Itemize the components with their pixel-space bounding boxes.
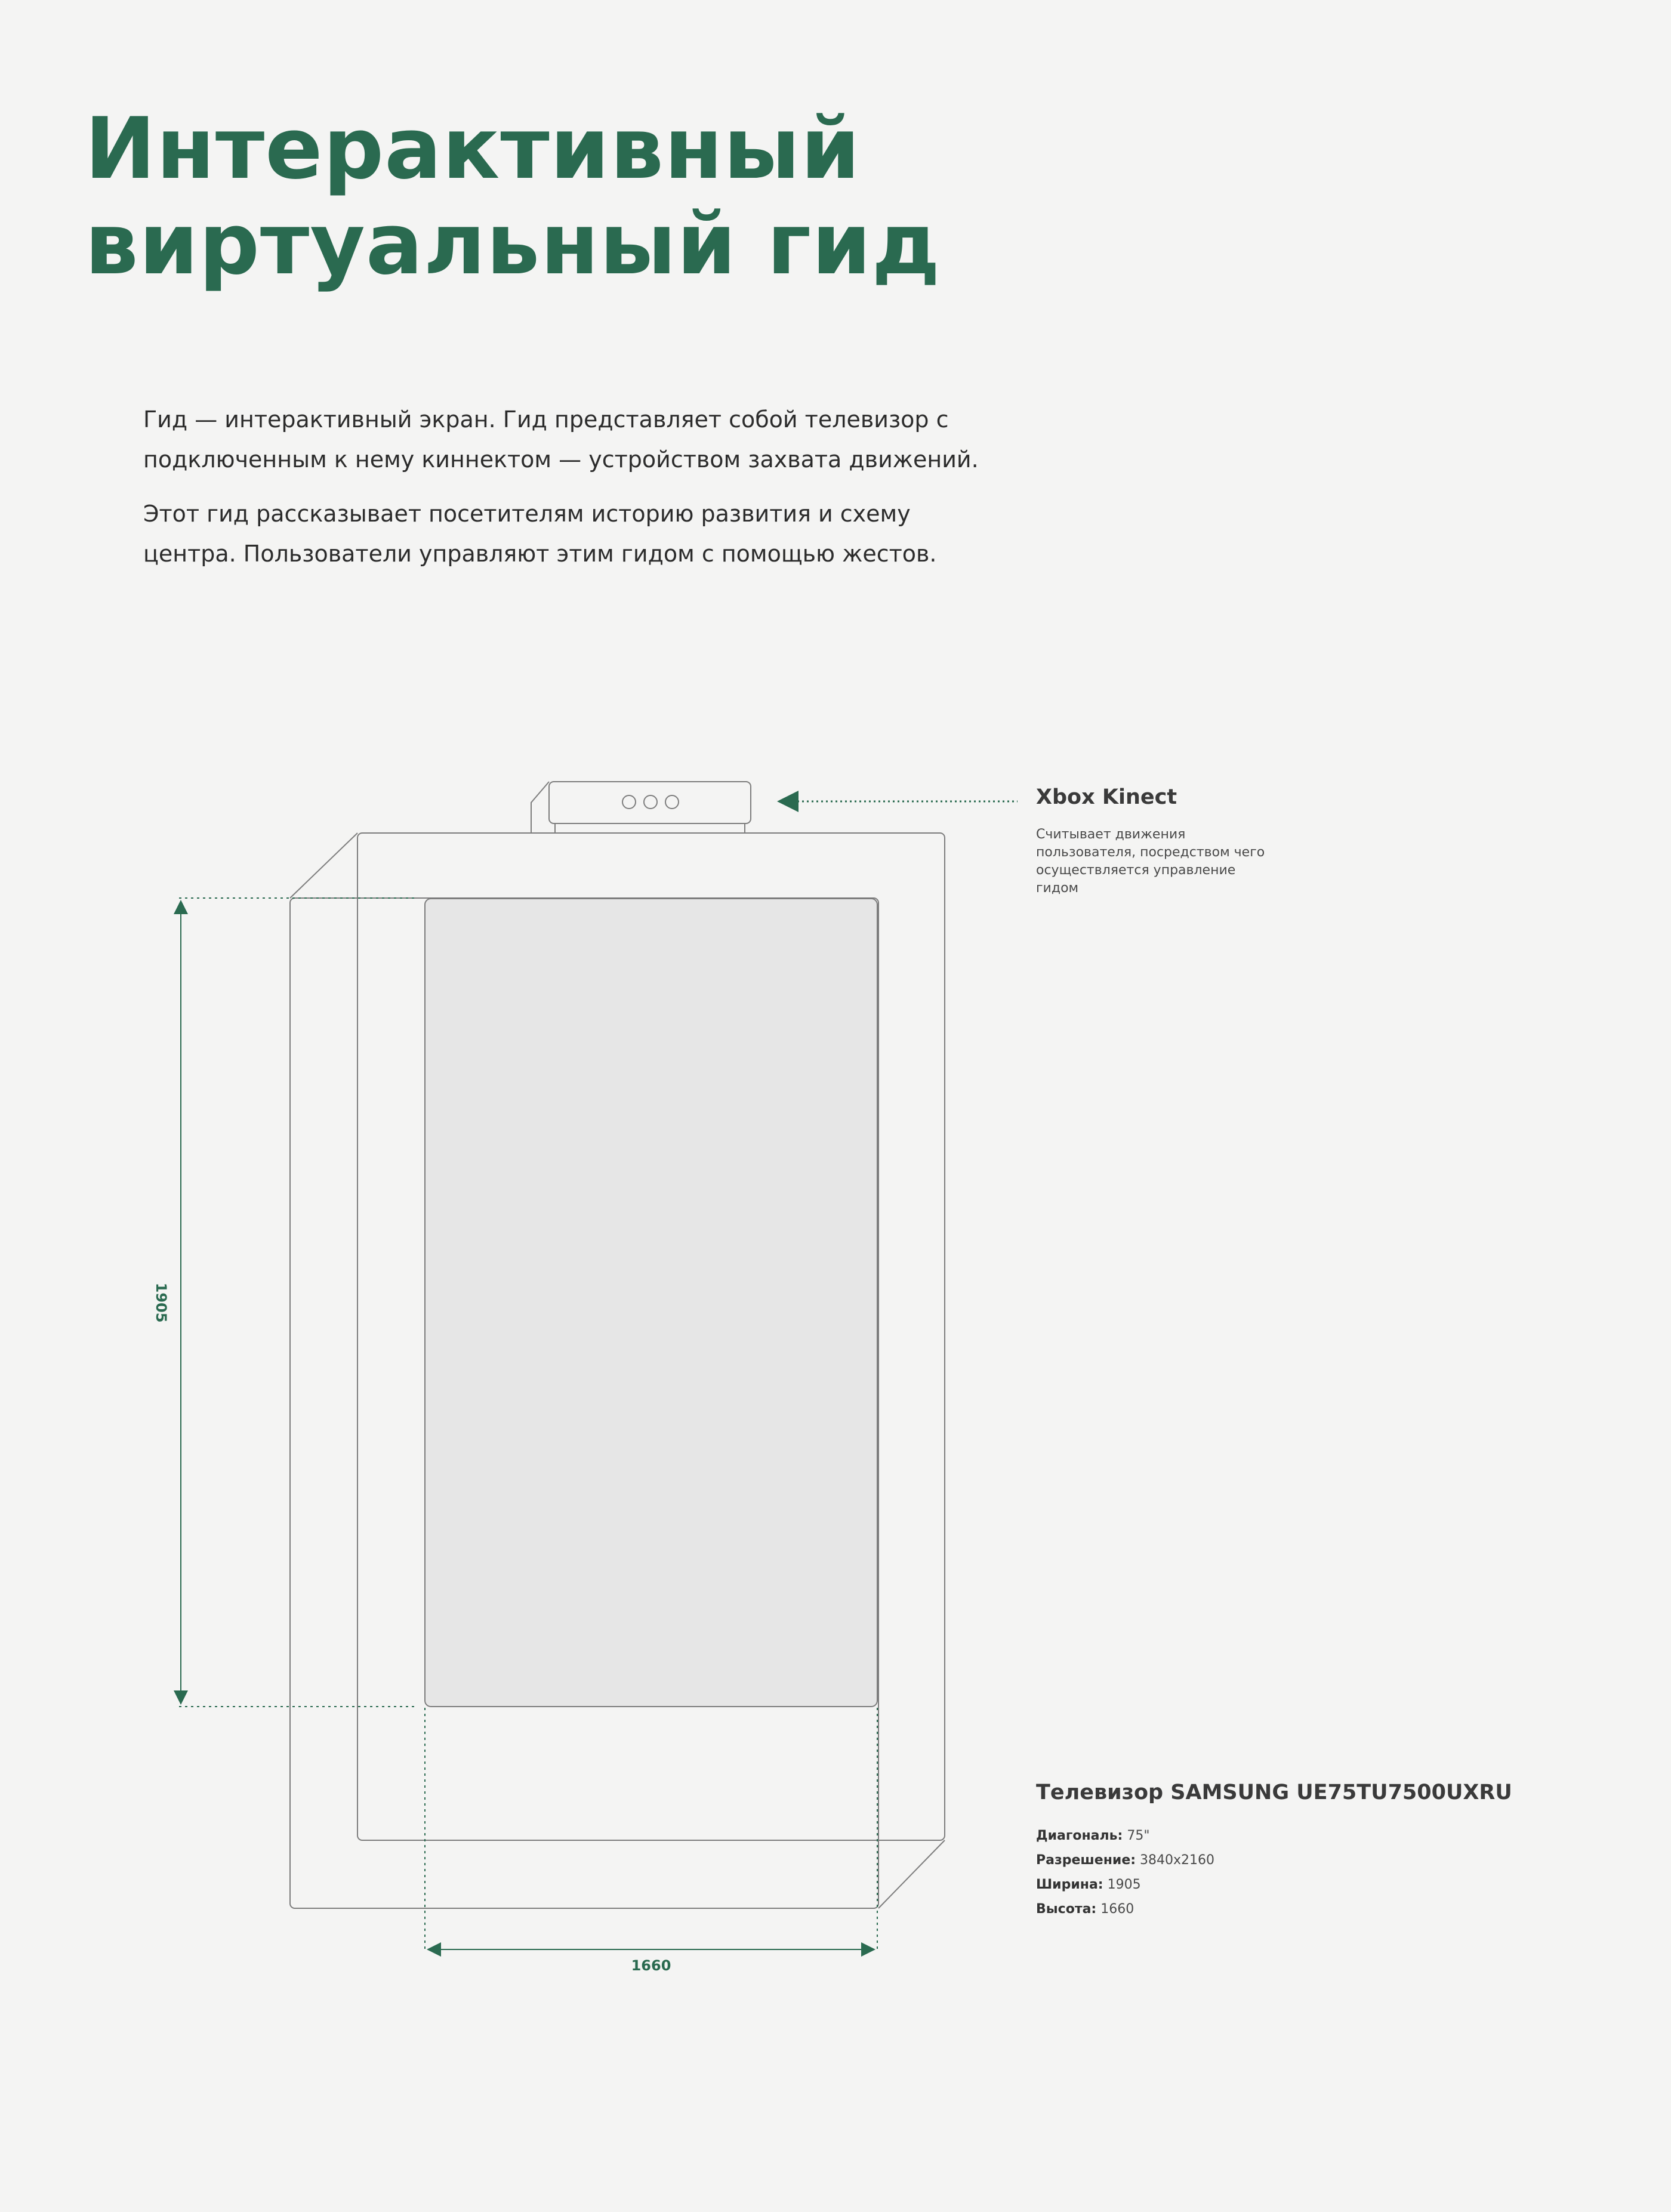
- spec-row-resolution: [1036, 1848, 1633, 1872]
- spec-row-width: [1036, 1872, 1633, 1897]
- page-title-line-1: Интерактивный: [85, 100, 861, 198]
- spec-value: 1660: [1100, 1902, 1134, 1917]
- height-dimension: [153, 898, 418, 1707]
- kinect-lens-icon: [644, 795, 657, 809]
- spec-label: Диагональ:: [1036, 1828, 1123, 1843]
- tv-body: [290, 833, 945, 1908]
- tv-callout: [1036, 1781, 1633, 1921]
- spec-label: Разрешение:: [1036, 1853, 1136, 1868]
- page-title-line-2: виртуальный гид: [85, 195, 941, 294]
- spec-value: 75": [1127, 1828, 1150, 1843]
- spec-value: 1905: [1107, 1877, 1141, 1892]
- kinect-callout: [1036, 785, 1287, 897]
- spec-value: 3840x2160: [1140, 1853, 1215, 1868]
- kinect-lens-icon: [622, 795, 636, 809]
- tv-title: Телевизор SAMSUNG UE75TU7500UXRU: [1036, 1781, 1512, 1804]
- intro-paragraph-2: Этот гид рассказывает посетителям историю развития и схему центра. Пользователи управляют этим гидом с помощью жестов.: [143, 501, 937, 567]
- spec-label: Ширина:: [1036, 1877, 1103, 1892]
- kinect-device: [531, 782, 751, 833]
- kinect-title: Xbox Kinect: [1036, 785, 1177, 809]
- kinect-lens-icon: [665, 795, 679, 809]
- height-dimension-label: 1905: [153, 1282, 169, 1323]
- width-dimension-label: 1660: [631, 1957, 671, 1974]
- spec-label: Высота:: [1036, 1902, 1097, 1917]
- intro-paragraph-1: Гид — интерактивный экран. Гид представляет собой телевизор с подключенным к нему киннектом — устройством захвата движений.: [143, 406, 979, 473]
- spec-row-height: [1036, 1897, 1633, 1921]
- kinect-body: [549, 782, 751, 823]
- kinect-base: [555, 823, 745, 833]
- spec-row-diagonal: [1036, 1824, 1633, 1848]
- kinect-description: Считывает движения пользователя, посредством чего осуществляется управление гидом: [1036, 827, 1265, 896]
- tv-screen: [425, 899, 877, 1707]
